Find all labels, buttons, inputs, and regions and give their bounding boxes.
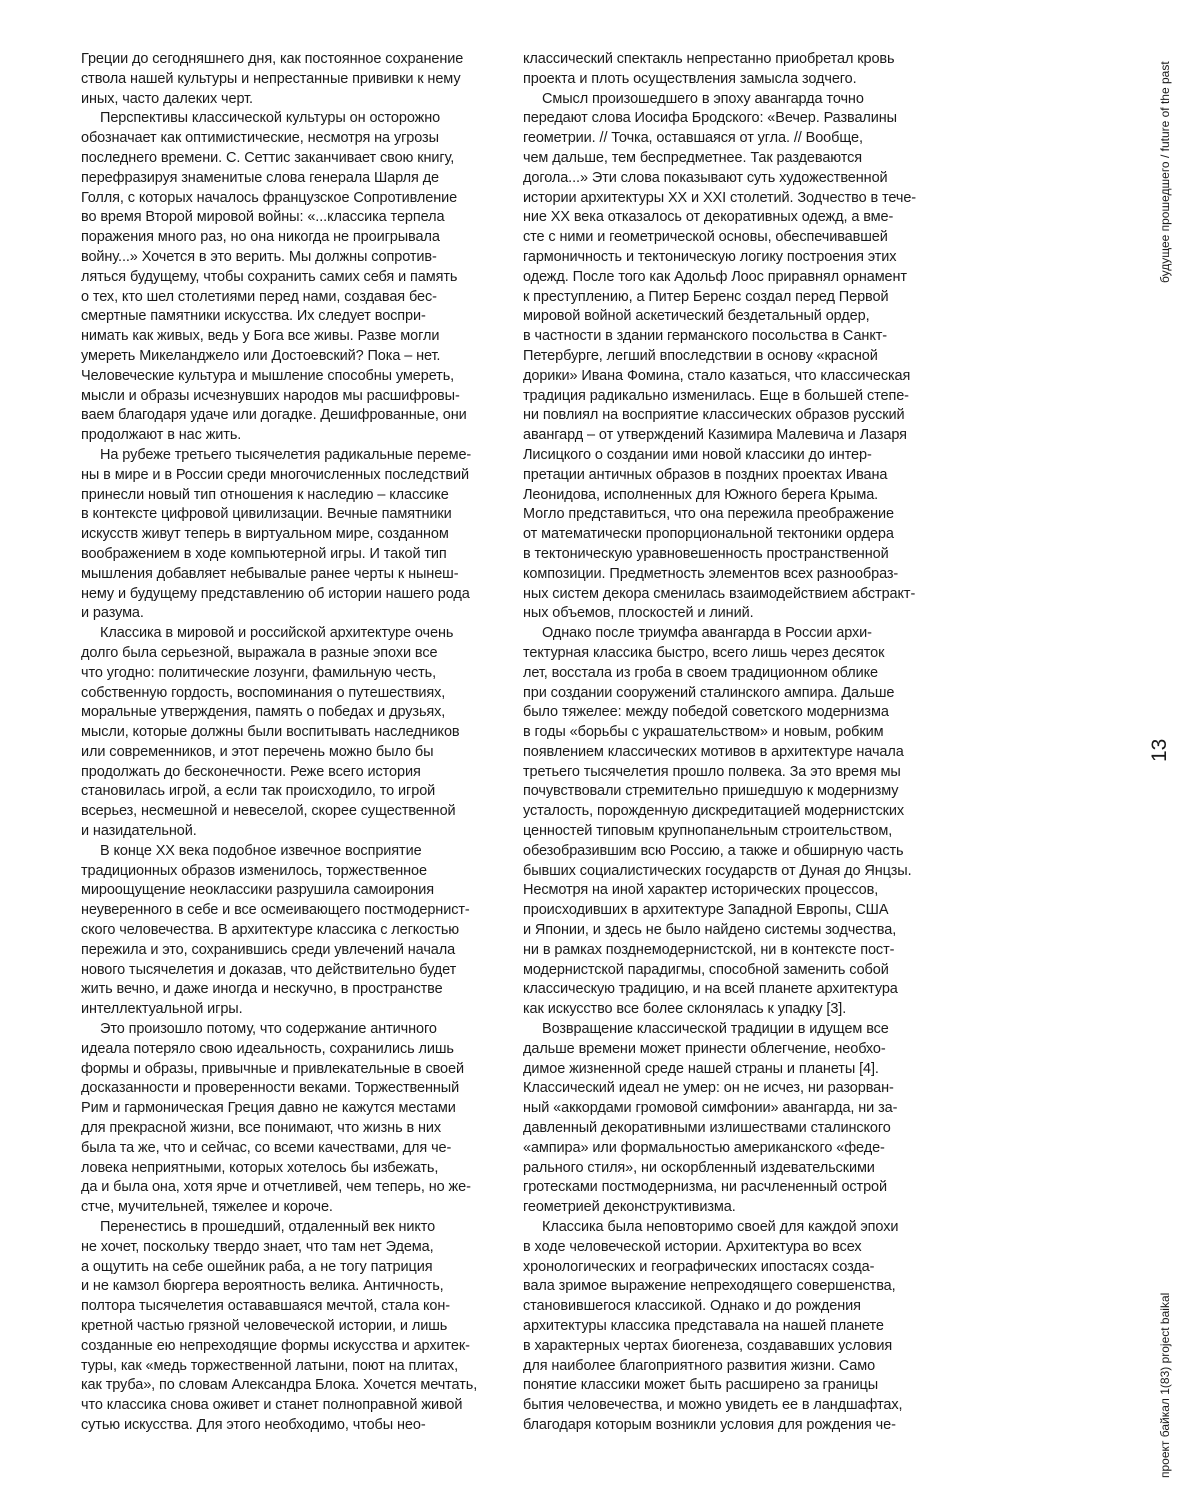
text-line: нимать как живых, ведь у Бога все живы. Разве могли: [81, 328, 440, 345]
paragraph: [523, 1020, 935, 1218]
text-line: ского человечества. В архитектуре классика с легкостью: [81, 922, 460, 939]
text-line: Однако после триумфа авангарда в России архи-: [542, 625, 872, 642]
text-line: Возвращение классической традиции в идущем все: [542, 1021, 889, 1038]
text-line: авангард – от утверждений Казимира Малевича и Лазаря: [523, 427, 907, 444]
text-line: что классика снова оживет и станет полноправной живой: [81, 1397, 463, 1414]
paragraph: [81, 1020, 493, 1218]
text-line: усталость, порожденную дискредитацией модернистских: [523, 803, 904, 820]
text-line: для наиболее благоприятного развития жизни. Само: [523, 1357, 876, 1374]
text-line: появлением классических мотивов в архитектуре начала: [523, 743, 904, 760]
text-line: не хочет, поскольку твердо знает, что там нет Эдема,: [81, 1238, 434, 1255]
text-line: димое жизненной среде нашей страны и планеты [4].: [523, 1060, 879, 1077]
text-line: мировой войной аскетический бездетальный ордер,: [523, 308, 870, 325]
text-line: «ампира» или формальностью американского «феде-: [523, 1139, 885, 1156]
text-line: Петербурге, легший впоследствии в основу «красной: [523, 347, 878, 364]
text-line: почувствовали стремительно пришедшую к модернизму: [523, 783, 899, 800]
text-line: продолжать до бесконечности. Реже всего история: [81, 763, 421, 780]
text-line: В конце XX века подобное извечное восприятие: [100, 842, 422, 859]
text-column-left: [81, 50, 493, 1436]
text-line: проекта и плоть осуществления замысла зодчего.: [523, 70, 857, 87]
text-line: традиционных образов изменилось, торжественное: [81, 862, 427, 879]
text-line: в характерных чертах биогенеза, создававших условия: [523, 1337, 893, 1354]
issue-line: проект байкал 1(83) project baikal: [1158, 1292, 1172, 1478]
text-line: Классический идеал не умер: он не исчез, ни разорван-: [523, 1080, 894, 1097]
text-line: и Японии, и здесь не было найдено системы зодчества,: [523, 922, 897, 939]
paragraph: [81, 624, 493, 842]
text-line: композиции. Предметность элементов всех разнообраз-: [523, 565, 899, 582]
text-line: принесли новый тип отношения к наследию – классике: [81, 486, 449, 503]
text-line: созданные ею непреходящие формы искусства и архитек-: [81, 1337, 470, 1354]
text-line: ценностей типовым крупнопанельным строительством,: [523, 823, 893, 840]
text-line: ствола нашей культуры и непрестанные прививки к нему: [81, 70, 461, 87]
text-line: становившегося классикой. Однако и до рождения: [523, 1298, 861, 1315]
text-line: моральные утверждения, память о победах и друзьях,: [81, 704, 446, 721]
text-line: Перспективы классической культуры он осторожно: [100, 110, 441, 127]
text-line: интеллектуальной игры.: [81, 1001, 243, 1018]
text-line: вала зримое выражение непреходящего совершенства,: [523, 1278, 896, 1295]
text-line: Леонидова, исполненных для Южного берега Крыма.: [523, 486, 879, 503]
text-line: нему и будущему представлению об истории нашего рода: [81, 585, 470, 602]
text-line: рального стиля», ни оскорбленный издевательскими: [523, 1159, 875, 1176]
text-line: поражения много раз, но она никогда не проигрывала: [81, 229, 440, 246]
text-line: одежд. После того как Адольф Лоос приравнял орнамент: [523, 268, 907, 285]
text-line: понятие классики может быть расширено за границы: [523, 1377, 879, 1394]
text-line: во время Второй мировой войны: «...классика терпела: [81, 209, 445, 226]
paragraph: [81, 50, 493, 109]
text-line: модернистской парадигмы, способной заменить собой: [523, 961, 889, 978]
text-line: Голля, с которых началось французское Сопротивление: [81, 189, 458, 206]
text-line: классическую традицию, и на всей планете архитектура: [523, 981, 898, 998]
text-line: ляться будущему, чтобы сохранить самих себя и память: [81, 268, 458, 285]
text-line: да и была она, хотя ярче и отчетливей, чем теперь, но же-: [81, 1179, 471, 1196]
text-line: обозначает как оптимистические, несмотря на угрозы: [81, 130, 439, 147]
text-line: в ходе человеческой истории. Архитектура во всех: [523, 1238, 862, 1255]
text-line: становилась игрой, а если так происходило, то игрой: [81, 783, 436, 800]
text-line: было тяжелее: между победой советского модернизма: [523, 704, 889, 721]
text-line: что угодно: политические лозунги, фамильную честь,: [81, 664, 437, 681]
running-head: будущее прошедшего / future of the past: [1158, 61, 1172, 283]
text-line: хронологических и географических ипостасях созда-: [523, 1258, 875, 1275]
text-line: традиция радикально изменилась. Еще в большей степе-: [523, 387, 909, 404]
text-line: благодаря которым возникли условия для рождения че-: [523, 1416, 896, 1433]
text-line: давленный декоративными излишествами сталинского: [523, 1120, 891, 1137]
text-line: от математически пропорциональной тектоники ордера: [523, 526, 894, 543]
paragraph: [81, 109, 493, 446]
text-line: истории архитектуры XX и XXI столетий. Зодчество в тече-: [523, 189, 917, 206]
text-line: гармоничность и тектоническую логику построения этих: [523, 248, 897, 265]
text-line: неуверенного в себе и все осмеивающего постмодернист-: [81, 902, 470, 919]
text-line: идеала потеряло свою идеальность, сохранились лишь: [81, 1040, 454, 1057]
text-line: дальше времени может принести облегчение, необхо-: [523, 1040, 886, 1057]
text-line: или современников, и этот перечень можно было бы: [81, 743, 434, 760]
text-line: Человеческие культура и мышление способны умереть,: [81, 367, 455, 384]
text-line: геометрией деконструктивизма.: [523, 1199, 736, 1216]
text-line: в годы «борьбы с украшательством» и новым, робким: [523, 724, 884, 741]
paragraph: [523, 1218, 935, 1436]
text-line: досказанности и проверенности веками. Торжественный: [81, 1080, 460, 1097]
text-line: происходивших в архитектуре Западной Европы, США: [523, 902, 889, 919]
text-line: как искусство все более склонялась к упадку [3].: [523, 1001, 847, 1018]
text-line: ние XX века отказалось от декоративных одежд, а вме-: [523, 209, 894, 226]
text-line: долго была серьезной, выражала в разные эпохи все: [81, 644, 438, 661]
paragraph: [523, 50, 935, 90]
text-column-right: [523, 50, 935, 1436]
text-line: и назидательной.: [81, 823, 197, 840]
text-line: воображением в ходе компьютерной игры. И такой тип: [81, 545, 447, 562]
text-line: Смысл произошедшего в эпоху авангарда точно: [542, 90, 864, 107]
text-line: лет, восстала из гроба в своем традиционном облике: [523, 664, 878, 681]
text-line: в тектоническую уравновешенность пространственной: [523, 545, 889, 562]
text-line: при создании сооружений сталинского ампира. Дальше: [523, 684, 895, 701]
text-line: в контексте цифровой цивилизации. Вечные памятники: [81, 506, 452, 523]
paragraph: [81, 1218, 493, 1436]
text-line: ны в мире и в России среди многочисленных последствий: [81, 466, 469, 483]
text-line: перефразируя знаменитые слова генерала Шарля де: [81, 169, 440, 186]
text-line: стче, мучительней, тяжелее и короче.: [81, 1199, 333, 1216]
text-line: третьего тысячелетия прошло полвека. За это время мы: [523, 763, 901, 780]
text-line: смертные памятники искусства. Их следует воспри-: [81, 308, 426, 325]
text-line: ный «аккордами громовой симфонии» авангарда, ни за-: [523, 1100, 898, 1117]
paragraph: [81, 842, 493, 1020]
text-line: Классика в мировой и российской архитектуре очень: [100, 625, 454, 642]
text-line: иных, часто далеких черт.: [81, 90, 253, 107]
text-line: чем дальше, тем беспредметнее. Так раздеваются: [523, 149, 863, 166]
text-line: архитектуры классика представала на нашей планете: [523, 1318, 884, 1334]
text-line: Классика была неповторимо своей для каждой эпохи: [542, 1219, 899, 1236]
text-line: Лисицкого о создании ими новой классики до интер-: [523, 446, 872, 463]
text-line: мысли, которые должны были воспитывать наследников: [81, 724, 460, 741]
paragraph: [81, 446, 493, 624]
text-line: туры, как «медь торжественной латыни, поют на плитах,: [81, 1357, 459, 1374]
text-line: сутью искусства. Для этого необходимо, чтобы нео-: [81, 1416, 426, 1433]
text-line: всерьез, несмешной и невеселой, скорее существенной: [81, 803, 456, 820]
text-line: собственную гордость, воспоминания о путешествиях,: [81, 684, 446, 701]
text-line: ных систем декора сменилась взаимодействием абстракт-: [523, 585, 916, 602]
text-line: дорики» Ивана Фомина, стало казаться, что классическая: [523, 367, 911, 384]
text-line: формы и образы, привычные и привлекательные в своей: [81, 1060, 464, 1077]
text-line: последнего времени. С. Сеттис заканчивает свою книгу,: [81, 149, 455, 166]
text-line: и разума.: [81, 605, 144, 622]
text-line: геометрии. // Точка, оставшаяся от угла. // Вообще,: [523, 130, 863, 147]
page-number: 13: [1148, 738, 1171, 762]
text-line: для прекрасной жизни, все понимают, что жизнь в них: [81, 1120, 442, 1137]
text-line: к преступлению, а Питер Беренс создал перед Первой: [523, 288, 889, 305]
text-line: Могло представиться, что она пережила преображение: [523, 506, 895, 523]
text-line: войну...» Хочется в это верить. Мы должны сопротив-: [81, 248, 437, 265]
text-line: претации античных образов в поздних проектах Ивана: [523, 466, 888, 483]
text-line: продолжают в нас жить.: [81, 427, 242, 444]
text-line: Греции до сегодняшнего дня, как постоянное сохранение: [81, 51, 464, 67]
text-line: обезобразившим всю Россию, а также и обширную часть: [523, 842, 904, 859]
text-line: и не камзол бюргера вероятность велика. Античность,: [81, 1278, 444, 1295]
text-line: бывших социалистических государств от Дуная до Янцзы.: [523, 862, 912, 879]
text-line: ных объемов, плоскостей и линий.: [523, 605, 754, 622]
text-line: ваем благодаря удаче или догадке. Дешифрованные, они: [81, 407, 467, 424]
text-line: в частности в здании германского посольства в Санкт-: [523, 328, 888, 345]
text-line: тектурная классика быстро, всего лишь через десяток: [523, 644, 885, 661]
text-line: гротесками постмодернизма, ни расчлененный острой: [523, 1179, 888, 1196]
text-line: о тех, кто шел столетиями перед нами, создавая бес-: [81, 288, 437, 305]
text-line: Рим и гармоническая Греция давно не кажутся местами: [81, 1100, 456, 1117]
text-line: а ощутить на себе ошейник раба, а не тогу патриция: [81, 1258, 433, 1275]
text-line: бытия человечества, и можно увидеть ее в ландшафтах,: [523, 1397, 903, 1414]
text-line: искусств живут теперь в виртуальном мире, созданном: [81, 526, 449, 543]
text-line: классический спектакль непрестанно приобретал кровь: [523, 51, 895, 67]
text-line: Перенестись в прошедший, отдаленный век никто: [100, 1219, 436, 1236]
text-line: полтора тысячелетия остававшаяся мечтой, стала кон-: [81, 1298, 451, 1315]
text-line: умереть Микеланджело или Достоевский? Пока – нет.: [81, 347, 441, 364]
text-line: была та же, что и сейчас, со всеми качествами, для че-: [81, 1139, 452, 1156]
text-line: ни в рамках позднемодернистской, ни в контексте пост-: [523, 941, 895, 958]
text-line: Это произошло потому, что содержание античного: [100, 1021, 437, 1038]
text-line: мысли и образы исчезнувших народов мы расшифровы-: [81, 387, 460, 404]
text-line: Несмотря на иной характер исторических процессов,: [523, 882, 879, 899]
text-line: кретной частью грязной человеческой истории, и лишь: [81, 1318, 448, 1334]
text-line: догола...» Эти слова показывают суть художественной: [523, 169, 888, 186]
text-line: передают слова Иосифа Бродского: «Вечер. Развалины: [523, 110, 897, 127]
text-line: ни повлиял на восприятие классических образов русский: [523, 407, 905, 424]
text-line: ловека неприятными, которых хотелось бы избежать,: [81, 1159, 439, 1176]
text-line: сте с ними и геометрической основы, обеспечивавшей: [523, 229, 888, 246]
text-line: мироощущение неоклассики разрушила самоирония: [81, 882, 434, 899]
text-line: На рубеже третьего тысячелетия радикальные переме-: [100, 446, 472, 463]
paragraph: [523, 624, 935, 1020]
text-line: жить вечно, и даже иногда и нескучно, в пространстве: [81, 981, 443, 998]
text-line: как труба», по словам Александра Блока. Хочется мечтать,: [81, 1377, 478, 1394]
paragraph: [523, 90, 935, 625]
text-line: пережила и это, сохранившись среди увлечений начала: [81, 941, 456, 958]
text-line: нового тысячелетия и доказав, что действительно будет: [81, 961, 457, 978]
text-line: мышления добавляет небывалые ранее черты к нынеш-: [81, 565, 459, 582]
